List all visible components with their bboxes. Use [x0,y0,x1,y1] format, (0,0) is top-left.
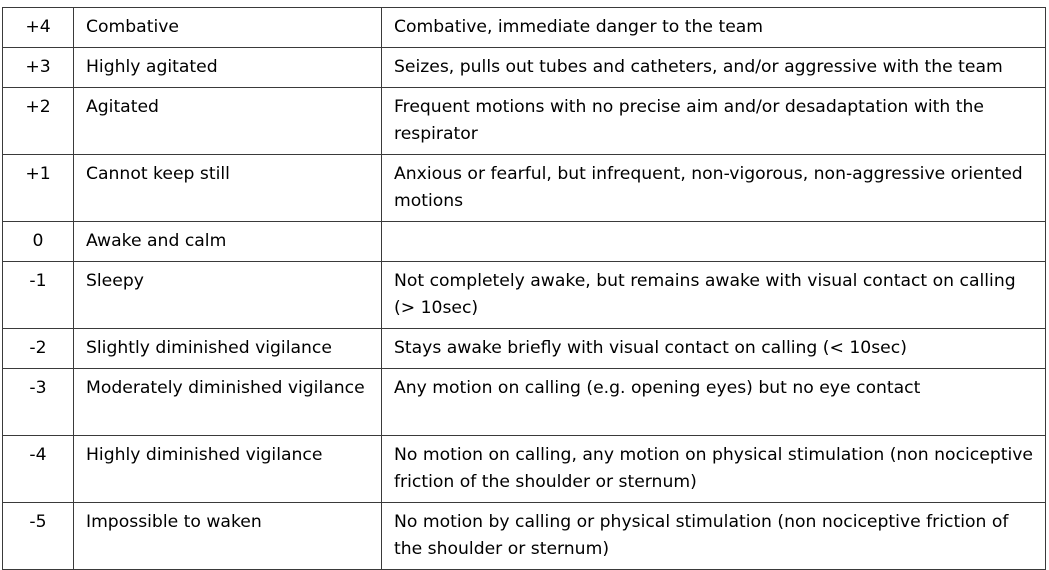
description-cell: Seizes, pulls out tubes and catheters, and/or aggressive with the team [382,48,1046,88]
score-cell: 0 [3,222,74,262]
table-row [3,222,1046,262]
level-cell: Slightly diminished vigilance [74,329,382,369]
score-cell: -2 [3,329,74,369]
score-cell: +4 [3,8,74,48]
score-cell: +2 [3,88,74,155]
description-cell: No motion by calling or physical stimulation (non nociceptive friction of the shoulder or sternum) [382,503,1046,570]
score-cell: -4 [3,436,74,503]
level-cell: Cannot keep still [74,155,382,222]
score-cell: -5 [3,503,74,570]
description-cell: No motion on calling, any motion on physical stimulation (non nociceptive friction of the shoulder or sternum) [382,436,1046,503]
description-cell: Combative, immediate danger to the team [382,8,1046,48]
description-cell [382,222,1046,262]
level-cell: Highly diminished vigilance [74,436,382,503]
score-cell: -3 [3,369,74,436]
table-row [3,48,1046,88]
table-row [3,262,1046,329]
table-row [3,88,1046,155]
level-cell: Sleepy [74,262,382,329]
table-row [3,329,1046,369]
table-row [3,155,1046,222]
table-row [3,436,1046,503]
description-cell: Anxious or fearful, but infrequent, non-vigorous, non-aggressive oriented motions [382,155,1046,222]
level-cell: Highly agitated [74,48,382,88]
level-cell: Moderately diminished vigilance [74,369,382,436]
score-cell: +1 [3,155,74,222]
description-cell: Any motion on calling (e.g. opening eyes) but no eye contact [382,369,1046,436]
score-cell: -1 [3,262,74,329]
description-cell: Stays awake briefly with visual contact on calling (< 10sec) [382,329,1046,369]
table-row [3,8,1046,48]
level-cell: Awake and calm [74,222,382,262]
table-row [3,369,1046,436]
description-cell: Not completely awake, but remains awake with visual contact on calling (> 10sec) [382,262,1046,329]
table-row [3,503,1046,570]
description-cell: Frequent motions with no precise aim and/or desadaptation with the respirator [382,88,1046,155]
score-cell: +3 [3,48,74,88]
level-cell: Impossible to waken [74,503,382,570]
sedation-agitation-scale-table [2,7,1046,570]
level-cell: Combative [74,8,382,48]
level-cell: Agitated [74,88,382,155]
